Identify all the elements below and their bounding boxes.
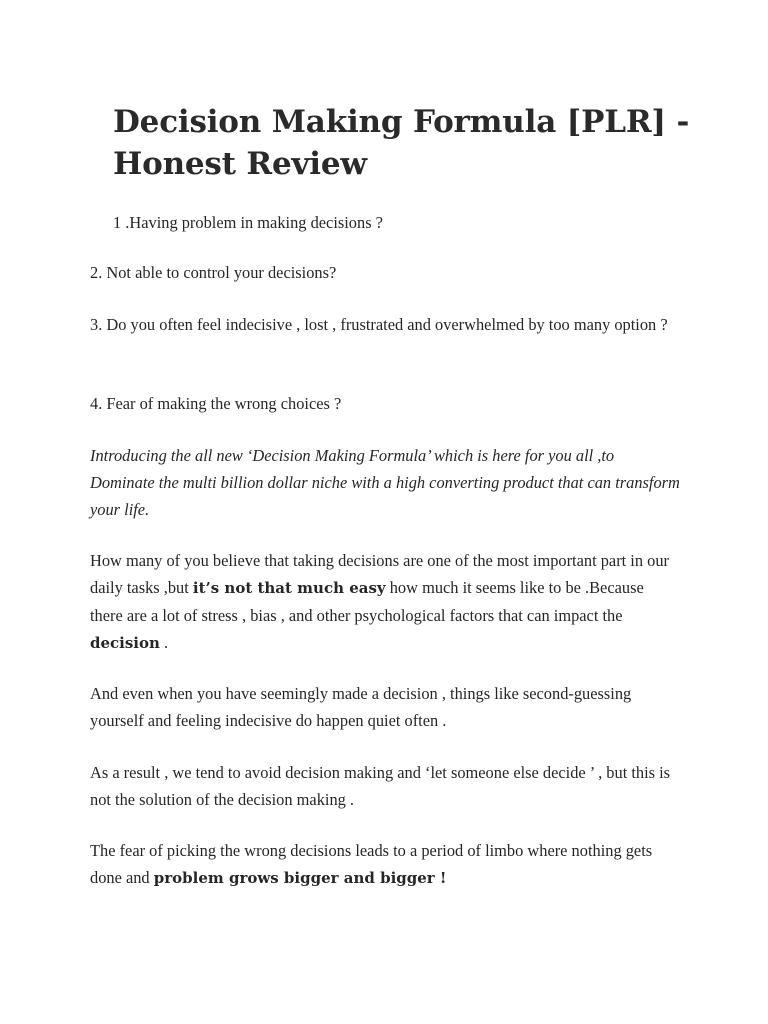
paragraph-text: How many of you believe that taking decisions are one of the most important part in our daily tasks ,but — [90, 551, 669, 597]
paragraph-avoid: As a result , we tend to avoid decision making and ‘let someone else decide ’ , but this is not the solution of the decision making . — [90, 763, 671, 809]
paragraph-importance — [90, 547, 680, 657]
intro-paragraph: Introducing the all new ‘Decision Making Formula’ which is here for you all ,to Dominate the multi billion dollar niche with a high converting product that can transform your life. — [90, 446, 680, 519]
question-2: 2. Not able to control your decisions? — [90, 263, 337, 282]
question-1: 1 .Having problem in making decisions ? — [113, 213, 383, 232]
emphasis-text: decision — [90, 634, 160, 652]
question-3: 3. Do you often feel indecisive , lost , frustrated and overwhelmed by too many option ? — [90, 315, 668, 334]
paragraph-fear — [90, 837, 680, 892]
question-4: 4. Fear of making the wrong choices ? — [90, 394, 342, 413]
paragraph-text: The fear of picking the wrong decisions leads to a period of limbo where nothing gets done and — [90, 841, 653, 887]
paragraph-text: how much it seems like to be .Because there are a lot of stress , bias , and other psychological factors that can impact the — [90, 578, 644, 625]
paragraph-second-guessing: And even when you have seemingly made a decision , things like second-guessing yourself and feeling indecisive do happen quiet often . — [90, 684, 632, 730]
emphasis-text: it’s not that much easy — [192, 579, 386, 597]
page-title: Decision Making Formula [PLR] - Honest Review — [113, 104, 690, 182]
emphasis-text: problem grows bigger and bigger ! — [153, 869, 447, 887]
paragraph-text: . — [159, 633, 169, 652]
